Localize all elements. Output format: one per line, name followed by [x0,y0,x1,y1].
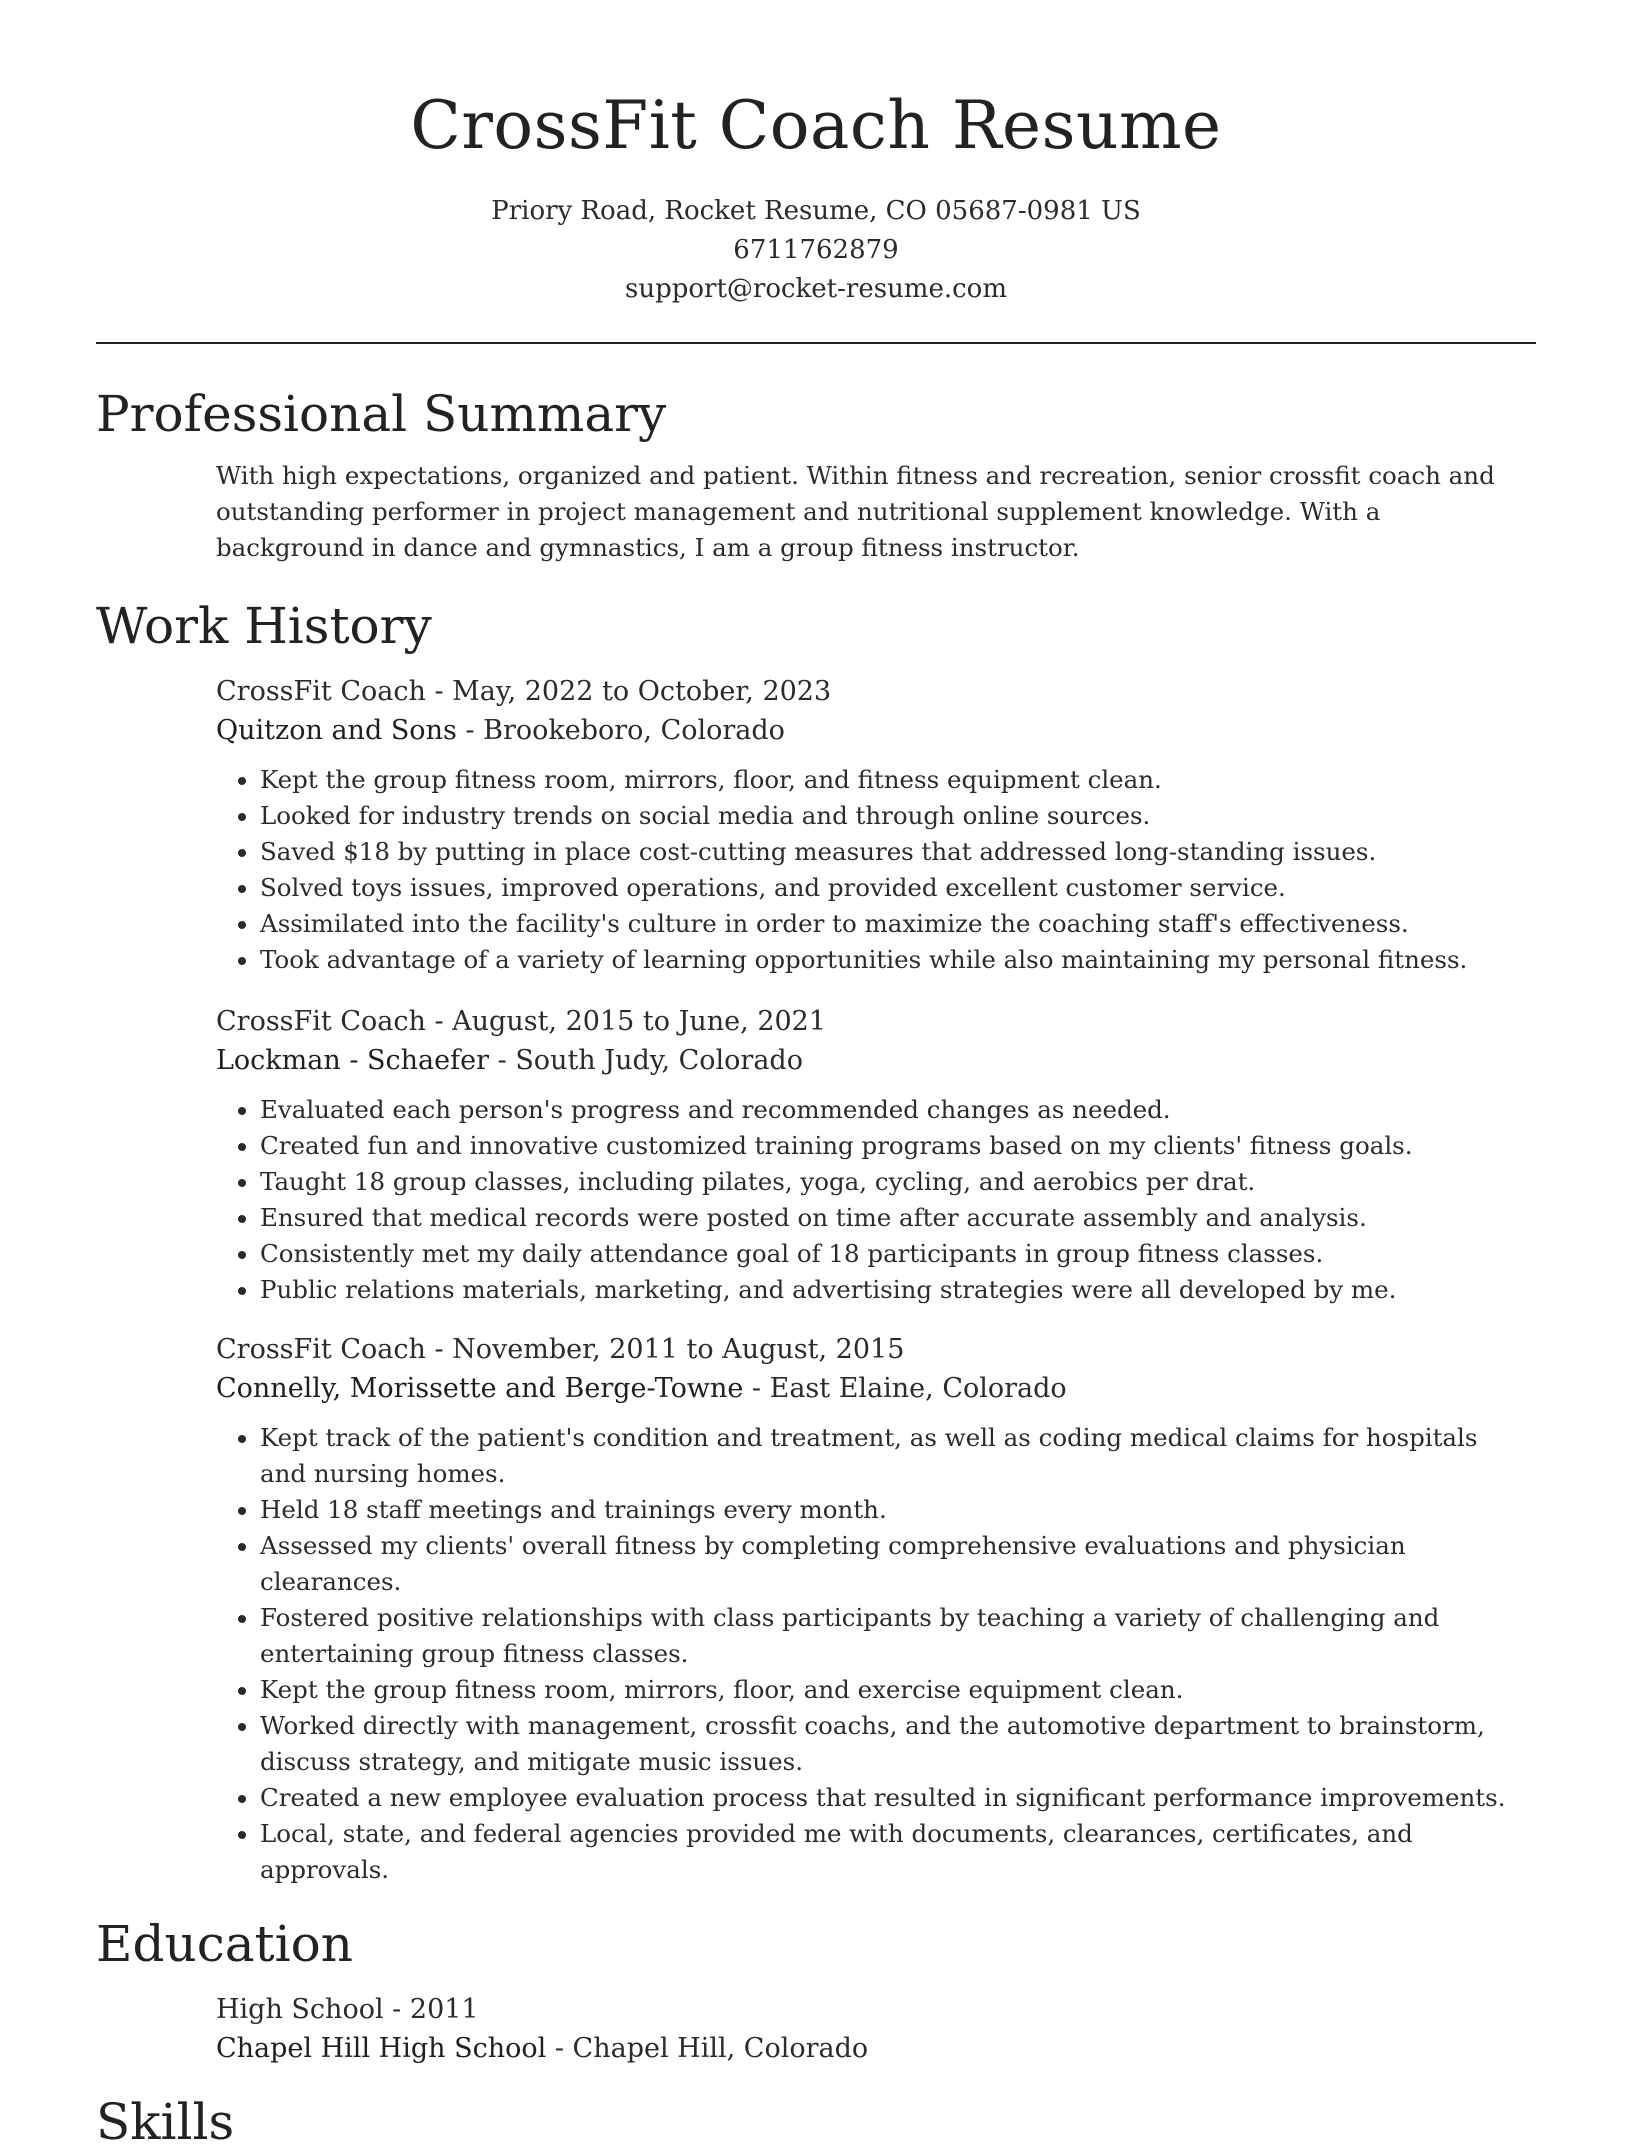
job-role: CrossFit Coach [216,676,426,707]
job-bullet: • Kept the group fitness room, mirrors, floor, and exercise equipment clean. [260,1672,1516,1708]
job-bullet: • Assimilated into the facility's culture in order to maximize the coaching staff's effectiveness. [260,906,1516,942]
resume-body [96,380,1536,2156]
job-dates: May, 2022 to October, 2023 [452,676,832,707]
education-location: Chapel Hill, Colorado [572,2033,869,2064]
education-year: 2011 [409,1994,479,2025]
job-title-line: CrossFit Coach - May, 2022 to October, 2023 [216,676,832,707]
job-title-line: CrossFit Coach - August, 2015 to June, 2021 [216,1006,827,1037]
job-title-line: CrossFit Coach - November, 2011 to August, 2015 [216,1334,905,1365]
job-bullet: • Fostered positive relationships with class participants by teaching a variety of challenging and entertaining group fitness classes. [260,1600,1516,1672]
resume-header [0,0,1632,309]
job-company-line: Quitzon and Sons - Brookeboro, Colorado [216,715,785,746]
education-degree: High School [216,1994,384,2025]
job-bullets [216,762,1516,978]
work-history-section [96,592,1536,1888]
contact-info [0,192,1632,309]
job-entry [216,672,1516,978]
resume-title: CrossFit Coach Resume [410,87,1222,164]
job-bullet: • Taught 18 group classes, including pilates, yoga, cycling, and aerobics per drat. [260,1164,1516,1200]
job-bullet: • Kept the group fitness room, mirrors, floor, and fitness equipment clean. [260,762,1516,798]
work-history-heading: Work History [96,597,432,655]
job-bullet: • Looked for industry trends on social media and through online sources. [260,798,1516,834]
job-bullet: • Took advantage of a variety of learning opportunities while also maintaining my personal fitness. [260,942,1516,978]
job-location: South Judy, Colorado [515,1045,803,1076]
job-dates: August, 2015 to June, 2021 [452,1006,827,1037]
job-location: Brookeboro, Colorado [483,715,785,746]
job-bullet: • Solved toys issues, improved operations, and provided excellent customer service. [260,870,1516,906]
job-bullet: • Created fun and innovative customized training programs based on my clients' fitness goals. [260,1128,1516,1164]
job-dates: November, 2011 to August, 2015 [452,1334,905,1365]
job-bullet: • Worked directly with management, crossfit coachs, and the automotive department to brainstorm, discuss strategy, and mitigate music issues. [260,1708,1516,1780]
skills-section [96,2088,1536,2156]
job-company: Connelly, Morissette and Berge-Towne [216,1373,744,1404]
job-bullet: • Local, state, and federal agencies provided me with documents, clearances, certificates, and approvals. [260,1816,1516,1888]
header-divider [96,342,1536,344]
education-degree-line: High School - 2011 [216,1994,479,2025]
job-role: CrossFit Coach [216,1334,426,1365]
summary-section [96,380,1536,566]
job-bullet: • Saved $18 by putting in place cost-cutting measures that addressed long-standing issues. [260,834,1516,870]
job-bullet: • Evaluated each person's progress and recommended changes as needed. [260,1092,1516,1128]
job-bullet: • Ensured that medical records were posted on time after accurate assembly and analysis. [260,1200,1516,1236]
job-company-line: Lockman - Schaefer - South Judy, Colorado [216,1045,803,1076]
job-entry [216,1002,1516,1308]
summary-text: With high expectations, organized and patient. Within fitness and recreation, senior crossfit coach and outstanding performer in project management and nutritional supplement knowledge. With a background in dance and gymnastics, I am a group fitness instructor. [216,461,1495,562]
summary-heading: Professional Summary [96,385,667,443]
job-bullet: • Assessed my clients' overall fitness by completing comprehensive evaluations and physician clearances. [260,1528,1516,1600]
contact-phone: 6711762879 [733,235,899,265]
job-entry [216,1330,1516,1888]
job-company-line: Connelly, Morissette and Berge-Towne - East Elaine, Colorado [216,1373,1067,1404]
job-bullets [216,1092,1516,1308]
job-bullet: • Consistently met my daily attendance goal of 18 participants in group fitness classes. [260,1236,1516,1272]
job-bullet: • Kept track of the patient's condition and treatment, as well as coding medical claims for hospitals and nursing homes. [260,1420,1516,1492]
job-bullet: • Public relations materials, marketing, and advertising strategies were all developed by me. [260,1272,1516,1308]
education-school-line: Chapel Hill High School - Chapel Hill, Colorado [216,2033,869,2064]
education-school: Chapel Hill High School [216,2033,547,2064]
contact-email: support@rocket-resume.com [624,274,1007,304]
job-role: CrossFit Coach [216,1006,426,1037]
job-company: Lockman - Schaefer [216,1045,490,1076]
job-company: Quitzon and Sons [216,715,457,746]
job-location: East Elaine, Colorado [769,1373,1067,1404]
education-heading: Education [96,1915,353,1973]
education-section [96,1910,1536,2068]
job-bullet: • Held 18 staff meetings and trainings every month. [260,1492,1516,1528]
contact-address: Priory Road, Rocket Resume, CO 05687-0981 US [491,196,1141,226]
skills-heading: Skills [96,2093,235,2151]
job-bullets [216,1420,1516,1888]
education-entry [216,1990,1516,2068]
job-bullet: • Created a new employee evaluation process that resulted in significant performance improvements. [260,1780,1516,1816]
